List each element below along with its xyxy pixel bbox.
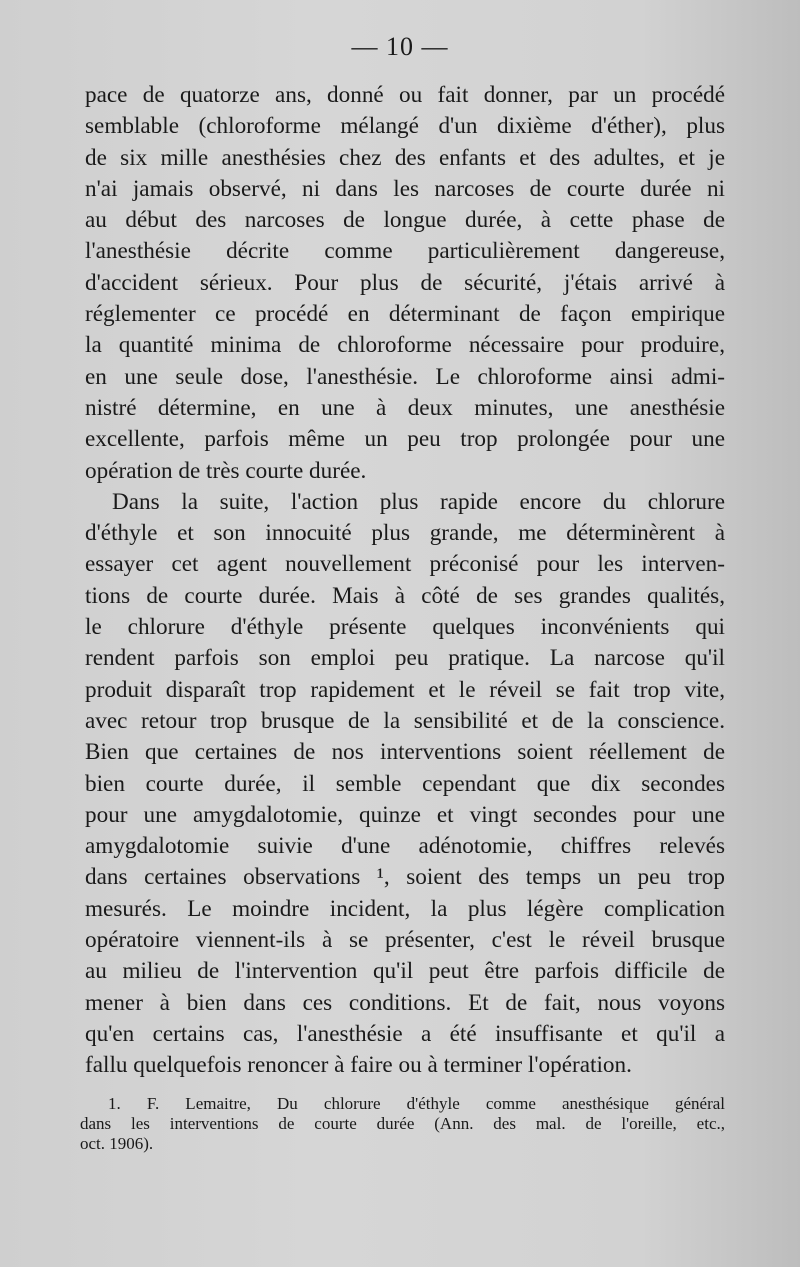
footnote-line: dans les interventions de courte durée (Ann. des mal. de l'oreille, etc., (80, 1114, 725, 1133)
text-line: n'ai jamais observé, ni dans les narcoses de courte durée ni (85, 175, 725, 202)
text-line: tions de courte durée. Mais à côté de ses grandes qualités, (85, 582, 725, 609)
text-line: le chlorure d'éthyle présente quelques inconvénients qui (85, 614, 725, 641)
text-line: mesurés. Le moindre incident, la plus légère complication (85, 895, 725, 922)
text-line: qu'en certains cas, l'anesthésie a été insuffisante et qu'il a (85, 1020, 725, 1047)
text-line: essayer cet agent nouvellement préconisé pour les interven- (85, 551, 725, 578)
text-line: opératoire viennent-ils à se présenter, c'est le réveil brusque (85, 927, 725, 954)
text-line: produit disparaît trop rapidement et le réveil se fait trop vite, (85, 676, 725, 703)
text-line: nistré détermine, en une à deux minutes, une anesthésie (85, 394, 725, 421)
text-line: excellente, parfois même un peu trop prolongée pour une (85, 426, 725, 453)
paragraph-1 (85, 80, 725, 487)
text-line: au milieu de l'intervention qu'il peut être parfois difficile de (85, 958, 725, 985)
text-line: rendent parfois son emploi peu pratique. La narcose qu'il (85, 645, 725, 672)
text-line: de six mille anesthésies chez des enfants et des adultes, et je (85, 144, 725, 171)
paragraph-2 (85, 487, 725, 1082)
text-line: Dans la suite, l'action plus rapide encore du chlorure (112, 488, 725, 515)
text-line: pace de quatorze ans, donné ou fait donner, par un procédé (85, 82, 725, 108)
footnote (80, 1094, 725, 1154)
body-text (85, 80, 725, 1082)
text-line: en une seule dose, l'anesthésie. Le chloroforme ainsi admi- (85, 363, 725, 390)
text-line: avec retour trop brusque de la sensibilité et de la conscience. (85, 707, 725, 734)
text-line: amygdalotomie suivie d'une adénotomie, chiffres relevés (85, 833, 725, 860)
text-line: dans certaines observations ¹, soient des temps un peu trop (85, 864, 725, 891)
text-line: opération de très courte durée. (85, 457, 367, 484)
text-line: fallu quelquefois renoncer à faire ou à terminer l'opération. (85, 1052, 632, 1079)
text-line: l'anesthésie décrite comme particulièrement dangereuse, (85, 238, 725, 265)
text-line: mener à bien dans ces conditions. Et de fait, nous voyons (85, 989, 725, 1016)
page-number: — 10 — (351, 32, 449, 61)
text-line: semblable (chloroforme mélangé d'un dixième d'éther), plus (85, 113, 725, 140)
text-line: pour une amygdalotomie, quinze et vingt secondes pour une (85, 801, 725, 828)
text-line: réglementer ce procédé en déterminant de façon empirique (85, 301, 725, 328)
footnote-line: 1. F. Lemaitre, Du chlorure d'éthyle comme anesthésique général (108, 1094, 725, 1113)
text-line: bien courte durée, il semble cependant que dix secondes (85, 770, 725, 797)
footnote-line: oct. 1906). (80, 1134, 154, 1153)
text-line: Bien que certaines de nos interventions soient réellement de (85, 739, 725, 766)
text-line: d'accident sérieux. Pour plus de sécurité, j'étais arrivé à (85, 269, 725, 296)
text-line: la quantité minima de chloroforme nécessaire pour produire, (85, 332, 725, 359)
text-line: au début des narcoses de longue durée, à cette phase de (85, 207, 725, 234)
text-line: d'éthyle et son innocuité plus grande, me déterminèrent à (85, 520, 725, 547)
